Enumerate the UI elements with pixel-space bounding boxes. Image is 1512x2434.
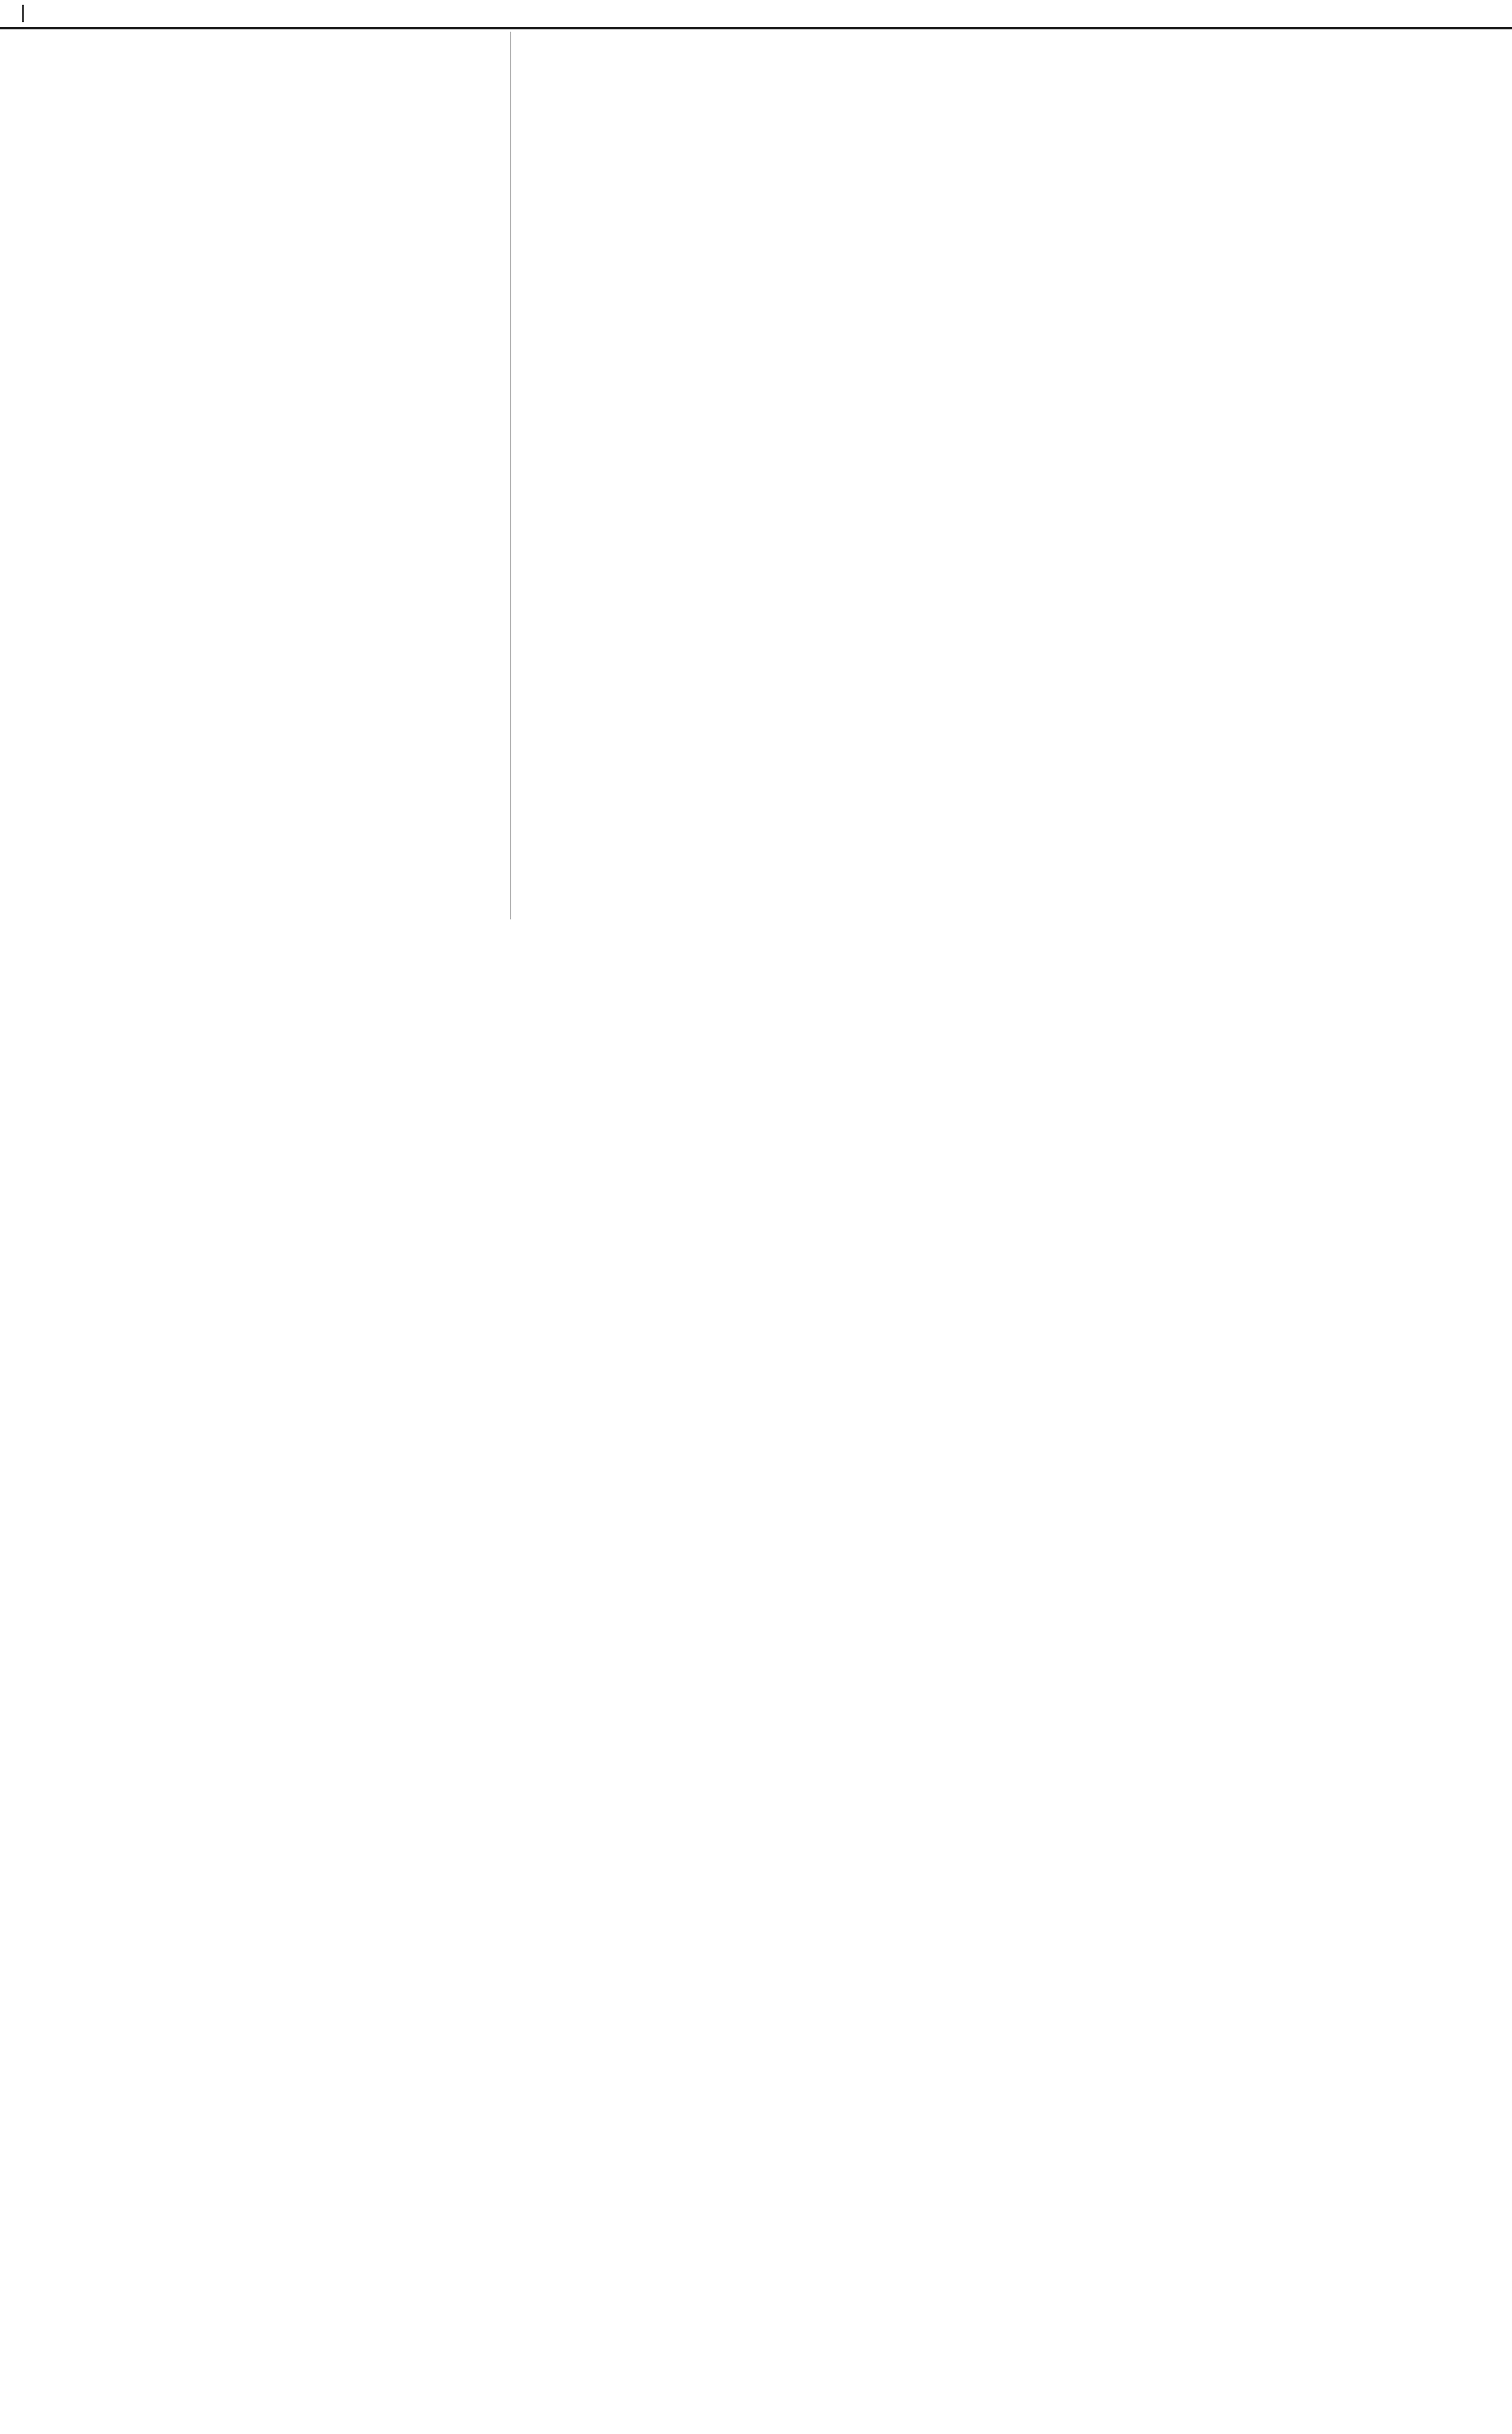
masthead bbox=[0, 0, 1512, 29]
masthead-divider bbox=[22, 5, 24, 22]
article-rape-body bbox=[3, 190, 124, 358]
column-divider bbox=[510, 32, 511, 919]
article-rape bbox=[3, 35, 125, 40]
